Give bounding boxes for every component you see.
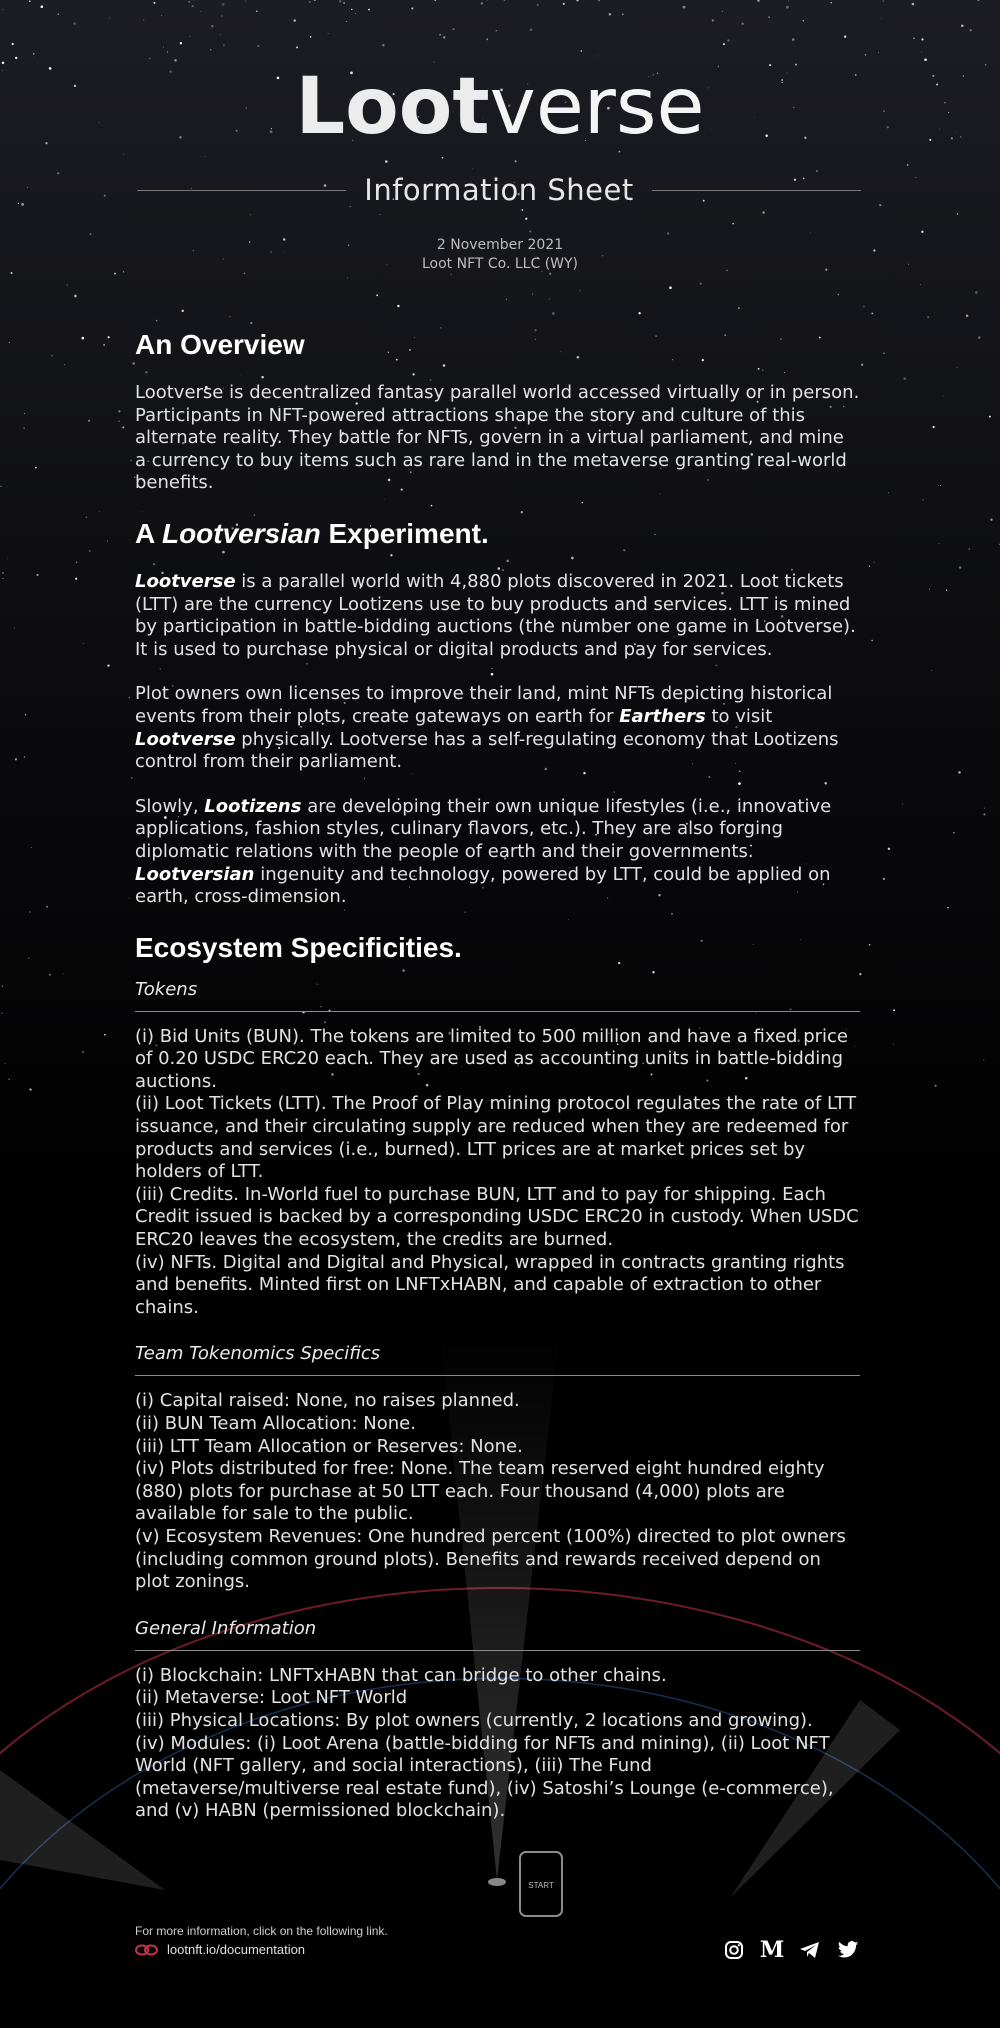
team-subheading: Team Tokenomics Specifics: [135, 1343, 381, 1365]
subtitle-row: [137, 170, 861, 210]
logo-bold-text: Loot: [295, 62, 490, 152]
tokens-list: [135, 1026, 860, 1320]
p2-text-c: to visit: [705, 705, 773, 727]
list-item: (ii) BUN Team Allocation: None.: [135, 1413, 416, 1434]
document-date: 2 November 2021: [436, 237, 564, 253]
list-item: (iii) Physical Locations: By plot owners (currently, 2 locations and growing).: [135, 1709, 813, 1731]
footer-note: For more information, click on the following link.: [135, 1924, 388, 1938]
overview-heading: An Overview: [135, 329, 305, 360]
experiment-heading-a: A: [135, 517, 162, 549]
lootverse-logo: [0, 62, 1000, 152]
company-name: Loot NFT Co. LLC (WY): [421, 256, 579, 272]
list-item: (ii) Loot Tickets (LTT). The Proof of Play mining protocol regulates the rate of LTT issuance, and their circulating supply are reduced when they are redeemed for products and services (i.e., burned). LTT prices are at market prices set by holders of LTT.: [135, 1093, 857, 1183]
main-content: [135, 328, 860, 1823]
experiment-paragraph-2: [135, 683, 860, 773]
general-list: [135, 1665, 860, 1823]
p2-text-a: Plot owners own licenses to improve their land, mint NFTs depicting historical events from their plots, create gateways on earth for: [135, 683, 833, 727]
p1-text: is a parallel world with 4,880 plots discovered in 2021. Loot tickets (LTT) are the currency Lootizens use to buy products and services. LTT is mined by participation in battle-bidding auctions (the number one game in Lootverse). It is used to purchase physical or digital products and pay for services.: [135, 570, 856, 660]
overview-body: Lootverse is decentralized fantasy parallel world accessed virtually or in person. Participants in NFT-powered attractions shape the story and culture of this alternate reality. They battle for NFTs, govern in a virtual parliament, and mine a currency to buy items such as rare land in the metaverse granting real-world benefits.: [135, 382, 860, 494]
social-links: [722, 1938, 860, 1962]
list-item: (i) Capital raised: None, no raises planned.: [135, 1390, 520, 1412]
experiment-heading: [135, 517, 860, 551]
footer: [135, 1924, 860, 1964]
page-subtitle: Information Sheet: [364, 173, 634, 207]
list-item: (ii) Metaverse: Loot NFT World: [135, 1687, 408, 1709]
divider-left: [137, 190, 346, 191]
tokens-rule: [135, 1011, 860, 1012]
phone-start-label: START: [528, 1881, 554, 1890]
twitter-icon[interactable]: [836, 1938, 860, 1962]
p2-text-e: physically. Lootverse has a self-regulating economy that Lootizens control from their parliament.: [135, 728, 839, 773]
p3-text-a: Slowly,: [135, 795, 205, 817]
documentation-link-text[interactable]: lootnft.io/documentation: [167, 1942, 306, 1957]
experiment-paragraph-3: [135, 796, 860, 909]
document-meta: [0, 236, 1000, 274]
list-item: (iii) LTT Team Allocation or Reserves: None.: [135, 1435, 523, 1457]
list-item: (iv) Plots distributed for free: None. The team reserved eight hundred eighty (880) plots for purchase at 50 LTT each. Four thousand (4,000) plots are available for sale to the public.: [135, 1458, 825, 1525]
telegram-icon[interactable]: [798, 1938, 822, 1962]
chain-link-icon: [135, 1944, 159, 1956]
list-item: (iv) Modules: (i) Loot Arena (battle-bidding for NFTs and mining), (ii) Loot NFT World (NFT gallery, and social interactions), (iii) The Fund (metaverse/multiverse real estate fund), (iv) Satoshi’s Lounge (e-commerce), and (v) HABN (permissioned blockchain).: [135, 1732, 834, 1822]
divider-right: [652, 190, 861, 191]
tokens-subheading: Tokens: [135, 978, 198, 1000]
list-item: (v) Ecosystem Revenues: One hundred percent (100%) directed to plot owners (including common ground plots). Benefits and rewards received depend on plot zonings.: [135, 1525, 846, 1593]
list-item: (iii) Credits. In-World fuel to purchase BUN, LTT and to pay for shipping. Each Credit issued is backed by a corresponding USDC ERC20 in custody. When USDC ERC20 leaves the ecosystem, the credits are burned.: [135, 1183, 859, 1251]
p3-text-e: ingenuity and technology, powered by LTT, could be applied on earth, cross-dimension.: [135, 863, 831, 908]
list-item: (i) Blockchain: LNFTxHABN that can bridge to other chains.: [135, 1664, 667, 1686]
list-item: (i) Bid Units (BUN). The tokens are limited to 500 million and have a fixed price of 0.20 USDC ERC20 each. They are used as accounting units in battle-bidding auctions.: [135, 1025, 848, 1092]
medium-icon[interactable]: M: [759, 1937, 785, 1963]
emph-lootversian: Lootversian: [135, 863, 255, 885]
general-subheading: General Information: [135, 1617, 317, 1639]
general-rule: [135, 1650, 860, 1651]
instagram-icon[interactable]: [722, 1938, 746, 1962]
phone-illustration: [519, 1851, 563, 1917]
logo-thin-text: verse: [489, 62, 705, 152]
experiment-heading-b: Lootversian: [161, 517, 321, 549]
p3-text-c: are developing their own unique lifestyles (i.e., innovative applications, fashion styles, culinary flavors, etc.). They are also forging diplomatic relations with the people of earth and their governments.: [135, 795, 832, 862]
list-item: (iv) NFTs. Digital and Digital and Physical, wrapped in contracts granting rights and benefits. Minted first on LNFTxHABN, and capable of extraction to other chains.: [135, 1251, 845, 1318]
emph-lootverse-2: Lootverse: [135, 728, 236, 750]
ecosystem-heading: Ecosystem Specificities.: [135, 931, 462, 963]
team-rule: [135, 1375, 860, 1376]
emph-lootizens: Lootizens: [204, 795, 302, 817]
experiment-heading-c: Experiment.: [320, 517, 489, 549]
team-list: [135, 1390, 860, 1593]
experiment-paragraph-1: [135, 571, 860, 661]
emph-lootverse: Lootverse: [135, 570, 236, 592]
emph-earthers: Earthers: [619, 705, 706, 727]
